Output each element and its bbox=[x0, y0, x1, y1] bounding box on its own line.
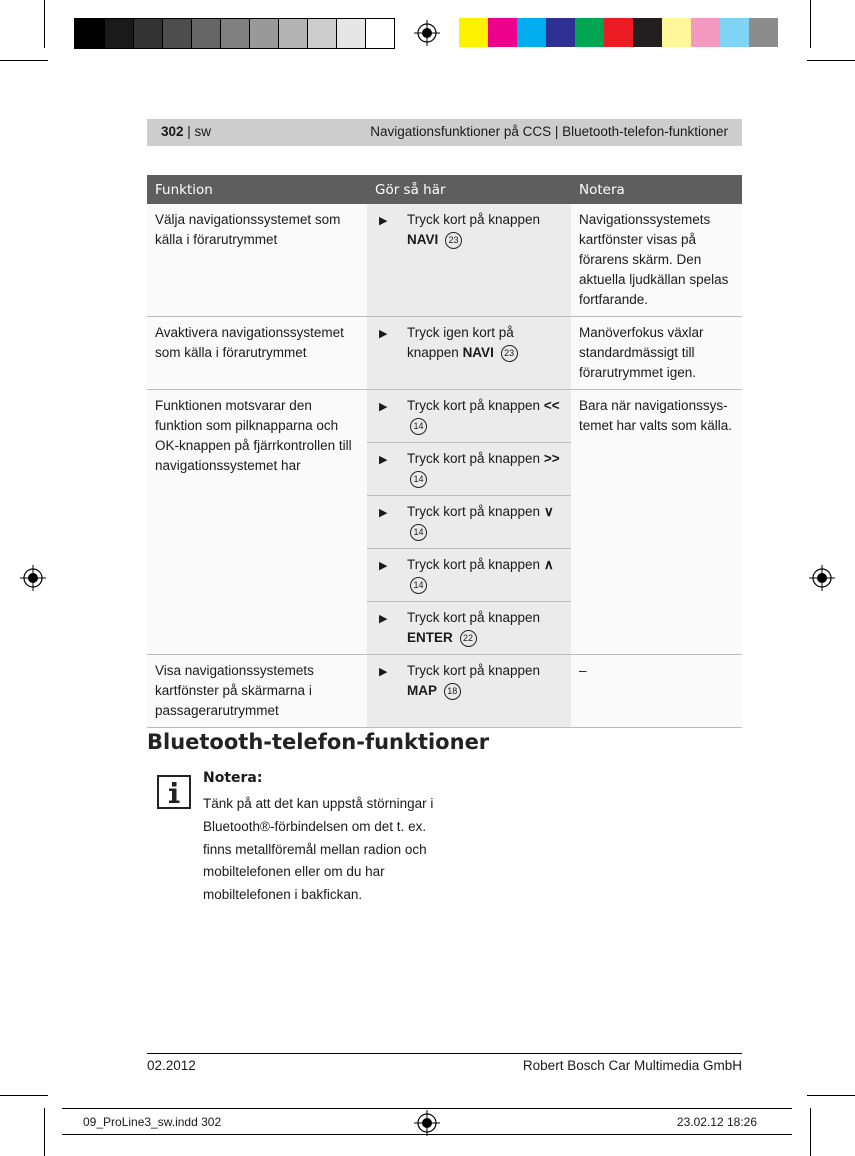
key-name: MAP bbox=[407, 683, 437, 698]
step bbox=[375, 449, 563, 489]
step bbox=[375, 323, 563, 363]
step-text bbox=[407, 396, 563, 436]
color-swatch bbox=[749, 18, 778, 47]
triangle-right-icon: ▶ bbox=[379, 215, 388, 227]
note-text: Tänk på att det kan uppstå störningar i Bluetooth®-förbindelsen om det t. ex. finns metallföremål mellan radion och mobiltelefonen eller om du har mobiltelefonen i bakfickan. bbox=[203, 796, 434, 903]
step-text bbox=[407, 555, 563, 595]
color-swatch bbox=[691, 18, 720, 47]
crop-mark bbox=[807, 60, 855, 61]
slug-filename: 09_ProLine3_sw.indd 302 bbox=[83, 1115, 222, 1129]
step bbox=[375, 396, 563, 436]
table-row bbox=[147, 390, 742, 443]
callout-number: 14 bbox=[410, 524, 427, 541]
action-cell bbox=[367, 443, 571, 496]
section-title-header: Navigationsfunktioner på CCS | Bluetooth-telefon-funktioner bbox=[370, 124, 728, 139]
function-cell: Visa navigationssystemets kartfönster på skärmarna i passagerarutrymmet bbox=[147, 655, 367, 728]
key-name: << bbox=[543, 398, 560, 413]
triangle-right-icon: ▶ bbox=[379, 454, 388, 466]
color-swatch bbox=[336, 19, 365, 48]
step bbox=[375, 210, 563, 250]
color-swatch bbox=[249, 19, 278, 48]
note-cell: – bbox=[571, 655, 742, 728]
footer-rule bbox=[147, 1053, 742, 1054]
process-color-bars bbox=[459, 18, 778, 47]
note-heading: Notera: bbox=[203, 770, 263, 786]
step-label: Tryck kort på knappen bbox=[407, 557, 544, 572]
action-cell bbox=[367, 549, 571, 602]
step bbox=[375, 608, 563, 648]
action-cell bbox=[367, 204, 571, 317]
step-text bbox=[407, 608, 563, 648]
triangle-right-icon: ▶ bbox=[379, 328, 388, 340]
color-swatch bbox=[575, 18, 604, 47]
step-label: Tryck kort på knappen bbox=[407, 398, 544, 413]
step-label: Tryck kort på knappen bbox=[407, 212, 541, 227]
callout-number: 14 bbox=[410, 577, 427, 594]
step-label: Tryck kort på knappen bbox=[407, 504, 544, 519]
gray-color-bars bbox=[74, 18, 395, 49]
color-swatch bbox=[488, 18, 517, 47]
table-row bbox=[147, 204, 742, 317]
step-text bbox=[407, 210, 563, 250]
color-swatch bbox=[459, 18, 488, 47]
step-text bbox=[407, 323, 563, 363]
action-cell bbox=[367, 496, 571, 549]
table-header-row bbox=[147, 175, 742, 204]
column-header: Notera bbox=[571, 175, 742, 204]
callout-number: 18 bbox=[444, 683, 461, 700]
callout-number: 14 bbox=[410, 418, 427, 435]
column-header: Gör så här bbox=[367, 175, 571, 204]
footer-company: Robert Bosch Car Multimedia GmbH bbox=[522, 1058, 742, 1073]
step-text bbox=[407, 449, 563, 489]
color-swatch bbox=[75, 19, 104, 48]
step bbox=[375, 555, 563, 595]
crop-mark bbox=[807, 1095, 855, 1096]
function-cell: Avaktivera navigationssystemet som källa i förarutrymmet bbox=[147, 317, 367, 390]
step bbox=[375, 502, 563, 542]
step-text bbox=[407, 502, 563, 542]
registration-mark-icon bbox=[809, 565, 835, 591]
key-name: ∧ bbox=[543, 557, 554, 572]
callout-number: 14 bbox=[410, 471, 427, 488]
crop-mark bbox=[44, 0, 45, 48]
action-cell bbox=[367, 655, 571, 728]
color-swatch bbox=[720, 18, 749, 47]
color-swatch bbox=[662, 18, 691, 47]
color-swatch bbox=[278, 19, 307, 48]
registration-mark-icon bbox=[414, 20, 440, 46]
action-cell bbox=[367, 390, 571, 443]
callout-number: 22 bbox=[460, 630, 477, 647]
note-cell: Manöverfokus växlar standardmässigt till förarutrymmet igen. bbox=[571, 317, 742, 390]
color-swatch bbox=[633, 18, 662, 47]
action-cell bbox=[367, 602, 571, 655]
crop-mark bbox=[44, 1108, 45, 1156]
color-swatch bbox=[604, 18, 633, 47]
callout-number: 23 bbox=[445, 232, 462, 249]
note-cell: Navigationssystemets kartfönster visas på förarens skärm. Den aktuella ljudkällan spelas fortfarande. bbox=[571, 204, 742, 317]
color-swatch bbox=[517, 18, 546, 47]
key-name: ENTER bbox=[407, 630, 453, 645]
color-swatch bbox=[220, 19, 249, 48]
function-table bbox=[147, 175, 742, 728]
callout-number: 23 bbox=[501, 345, 518, 362]
step-text bbox=[407, 661, 563, 701]
color-swatch bbox=[162, 19, 191, 48]
step-label: Tryck kort på knappen bbox=[407, 663, 541, 678]
step-label: Tryck kort på knappen bbox=[407, 610, 541, 625]
crop-mark bbox=[0, 1095, 48, 1096]
function-cell: Funktionen motsvarar den funktion som pilknapparna och OK-knappen på fjärrkontrollen till navigationssystemet har bbox=[147, 390, 367, 655]
step-label: Tryck igen kort på knappen bbox=[407, 325, 514, 360]
color-swatch bbox=[365, 19, 394, 48]
crop-mark bbox=[810, 1108, 811, 1156]
step bbox=[375, 661, 563, 701]
color-swatch bbox=[104, 19, 133, 48]
action-cell bbox=[367, 317, 571, 390]
key-name: NAVI bbox=[407, 232, 439, 247]
key-name: ∨ bbox=[543, 504, 554, 519]
function-cell: Välja navigationssystemet som källa i förarutrymmet bbox=[147, 204, 367, 317]
triangle-right-icon: ▶ bbox=[379, 507, 388, 519]
color-swatch bbox=[546, 18, 575, 47]
key-name: >> bbox=[543, 451, 560, 466]
triangle-right-icon: ▶ bbox=[379, 666, 388, 678]
note-cell: Bara när navigationssys-temet har valts som källa. bbox=[571, 390, 742, 655]
key-name: NAVI bbox=[462, 345, 494, 360]
triangle-right-icon: ▶ bbox=[379, 560, 388, 572]
table-row bbox=[147, 655, 742, 728]
crop-mark bbox=[810, 0, 811, 48]
color-swatch bbox=[133, 19, 162, 48]
table-row bbox=[147, 317, 742, 390]
page-number: 302 | sw bbox=[161, 124, 212, 139]
slug-timestamp: 23.02.12 18:26 bbox=[676, 1115, 757, 1129]
footer-date: 02.2012 bbox=[147, 1058, 196, 1073]
registration-mark-icon bbox=[20, 565, 46, 591]
info-icon bbox=[157, 775, 191, 809]
step-label: Tryck kort på knappen bbox=[407, 451, 544, 466]
color-swatch bbox=[307, 19, 336, 48]
crop-mark bbox=[0, 60, 48, 61]
triangle-right-icon: ▶ bbox=[379, 401, 388, 413]
triangle-right-icon: ▶ bbox=[379, 613, 388, 625]
page-header bbox=[147, 119, 742, 146]
section-heading: Bluetooth-telefon-funktioner bbox=[147, 730, 490, 754]
color-swatch bbox=[191, 19, 220, 48]
column-header: Funktion bbox=[147, 175, 367, 204]
